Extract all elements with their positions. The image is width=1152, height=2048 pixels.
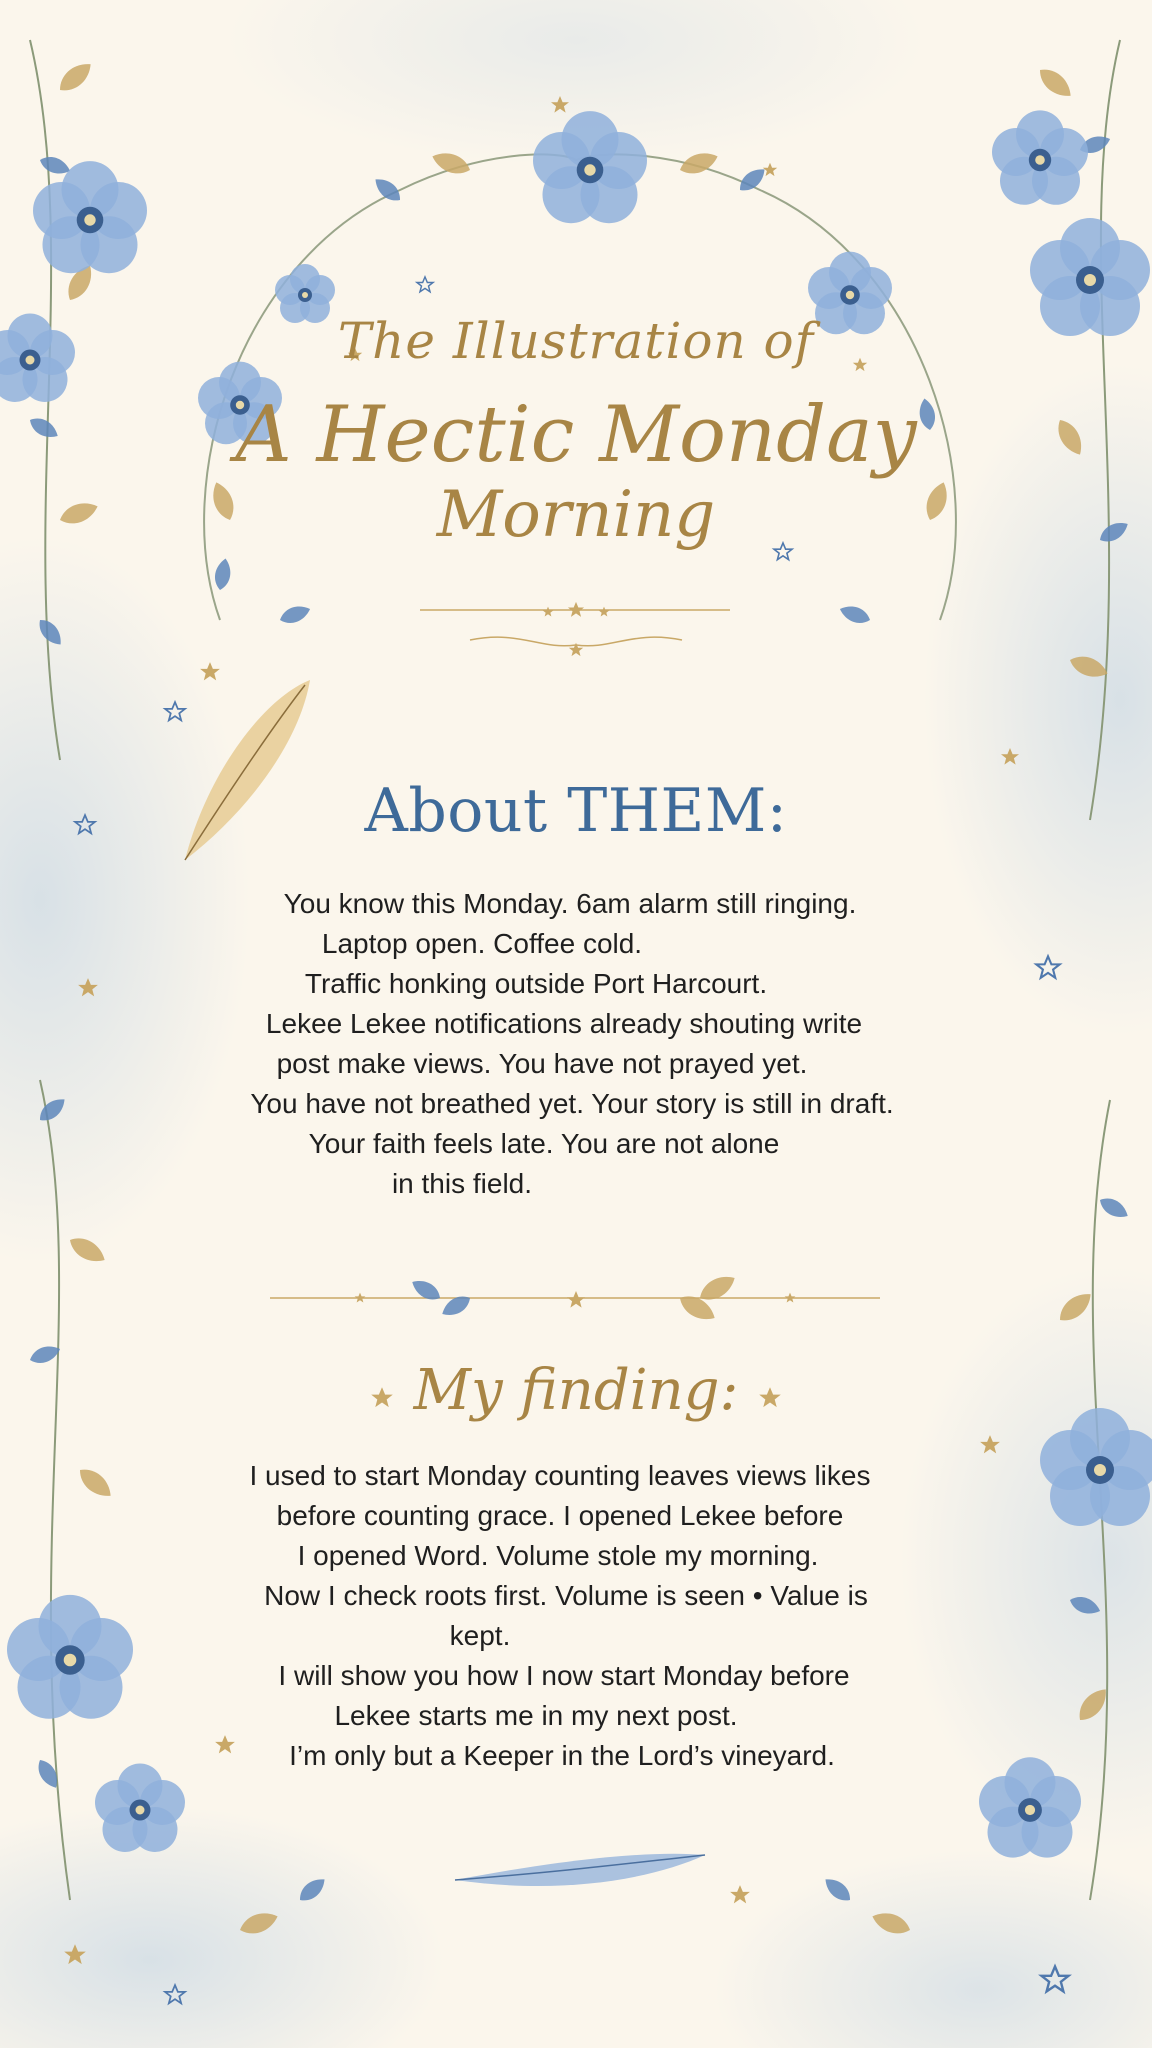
- finding-body: [0, 1456, 1152, 1776]
- finding-line: I opened Word. Volume stole my morning.: [297, 1540, 819, 1571]
- about-line: Your faith feels late. You are not alone: [308, 1128, 780, 1159]
- title-line-1: The Illustration of: [337, 312, 815, 370]
- title-line-3: Morning: [436, 478, 716, 552]
- finding-line: Lekee starts me in my next post.: [334, 1700, 738, 1731]
- finding-heading: My finding:: [413, 1358, 739, 1423]
- finding-line: I will show you how I now start Monday before: [278, 1660, 850, 1691]
- finding-line: kept.: [449, 1620, 511, 1651]
- about-line: Laptop open. Coffee cold.: [321, 928, 643, 959]
- about-heading: About THEM:: [364, 776, 788, 846]
- about-line: in this field.: [391, 1168, 533, 1199]
- about-line: post make views. You have not prayed yet.: [276, 1048, 808, 1079]
- about-line: You have not breathed yet. Your story is still in draft.: [250, 1088, 894, 1119]
- about-body: [0, 884, 1152, 1204]
- about-line: Traffic honking outside Port Harcourt.: [304, 968, 768, 999]
- finding-line: before counting grace. I opened Lekee before: [276, 1500, 844, 1531]
- title-line-2: A Hectic Monday: [235, 390, 917, 480]
- finding-line: I used to start Monday counting leaves views likes: [249, 1460, 871, 1491]
- about-line: You know this Monday. 6am alarm still ringing.: [283, 888, 857, 919]
- finding-line: I’m only but a Keeper in the Lord’s vineyard.: [289, 1740, 835, 1771]
- finding-line: Now I check roots first. Volume is seen • Value is: [264, 1580, 868, 1611]
- about-line: Lekee Lekee notifications already shouting write: [265, 1008, 863, 1039]
